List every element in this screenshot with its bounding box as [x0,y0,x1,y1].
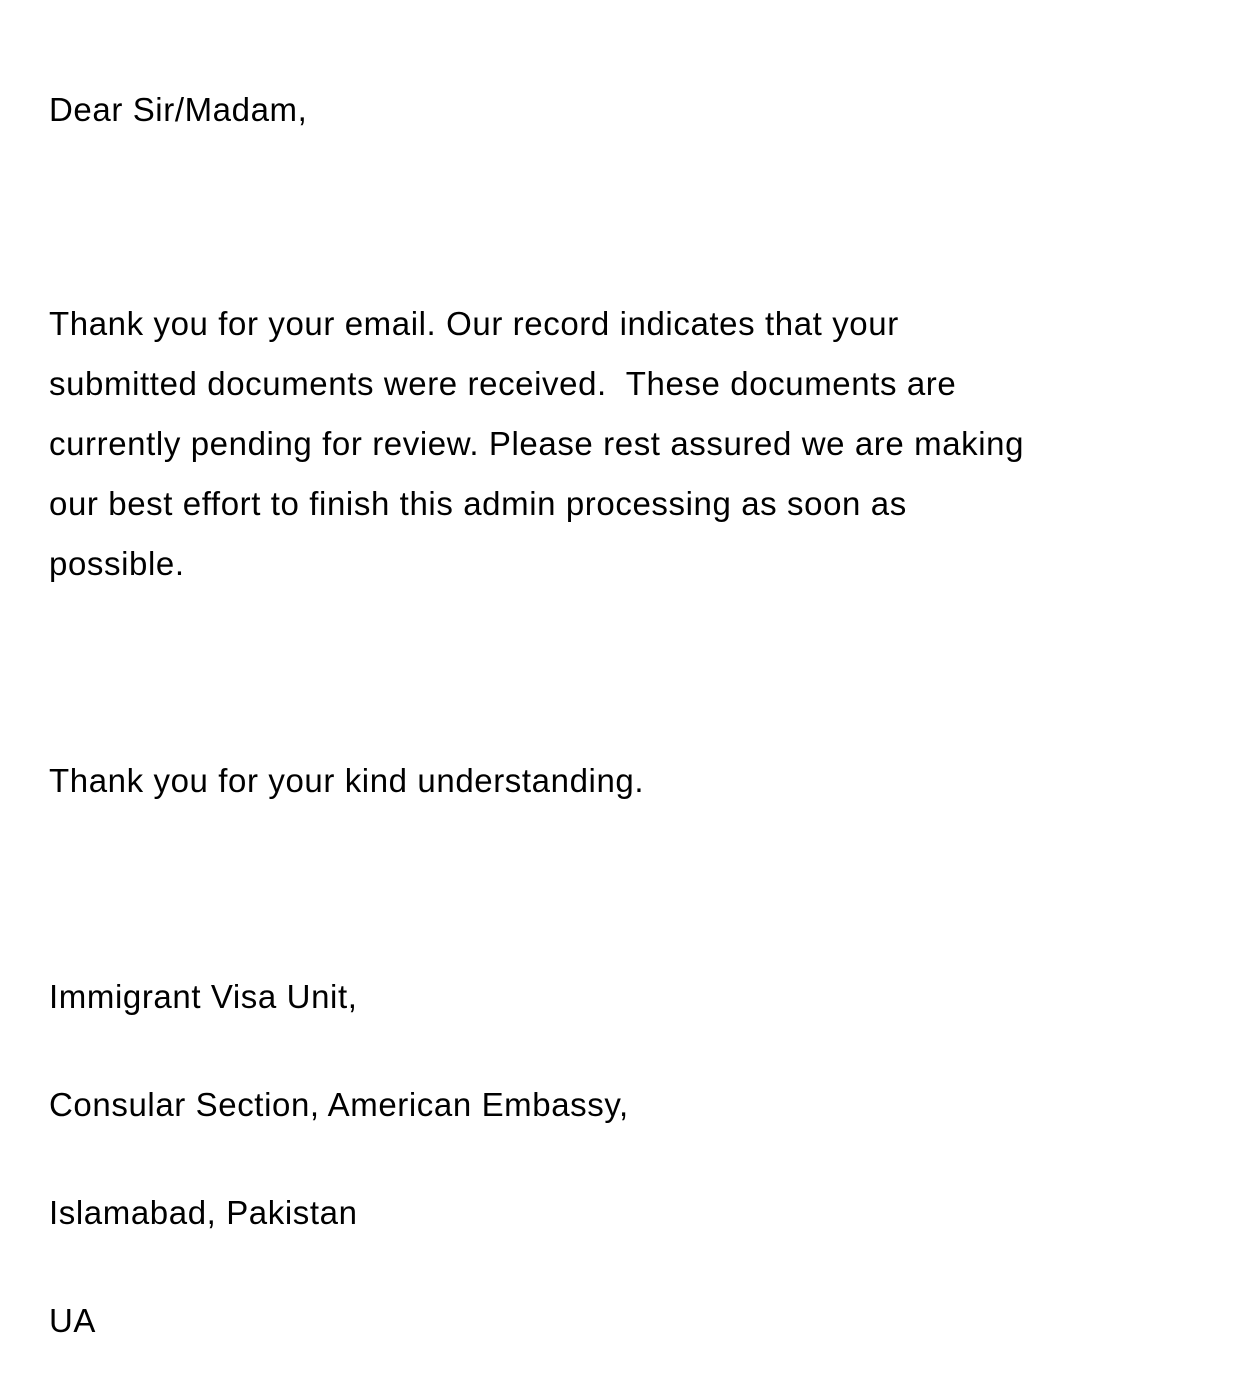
signature-section: Consular Section, American Embassy, [49,1086,629,1123]
signature-unit: Immigrant Visa Unit, [49,978,358,1015]
body-line: our best effort to finish this admin processing as soon as [49,485,907,522]
signature-initials: UA [49,1302,97,1339]
signature-location: Islamabad, Pakistan [49,1194,358,1231]
body-line: submitted documents were received. These documents are [49,365,957,402]
greeting: Dear Sir/Madam, [49,91,308,128]
closing-line: Thank you for your kind understanding. [49,762,645,799]
body-line: currently pending for review. Please rest assured we are making [49,425,1025,462]
body-paragraph [49,300,1024,600]
body-line: Thank you for your email. Our record indicates that your [49,305,899,342]
body-line: possible. [49,545,185,582]
